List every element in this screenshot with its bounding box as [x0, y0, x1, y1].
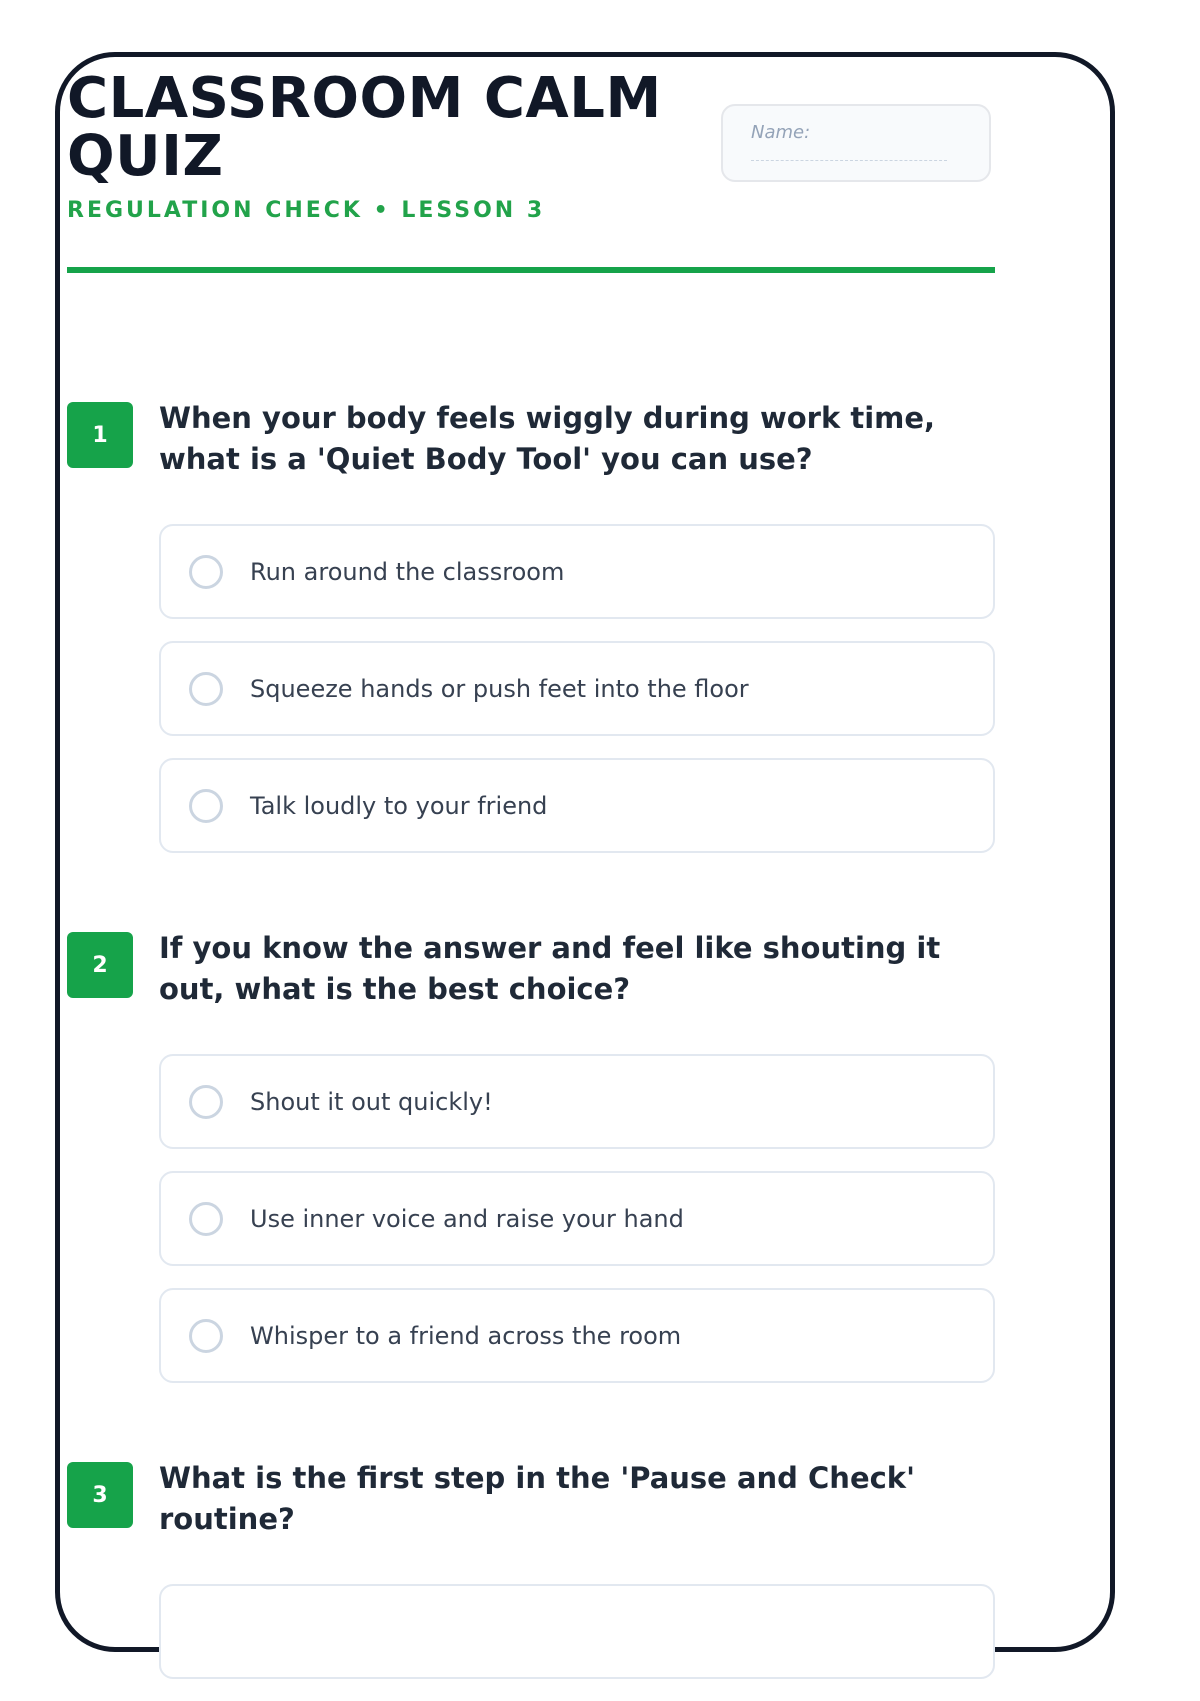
name-field[interactable] [721, 104, 991, 182]
question-text: What is the first step in the 'Pause and Check' routine? [159, 1461, 915, 1536]
question-text: If you know the answer and feel like shouting it out, what is the best choice? [159, 931, 941, 1006]
radio-button[interactable] [189, 1202, 223, 1236]
answer-option-label: Talk loudly to your friend [250, 791, 548, 820]
answer-option[interactable] [159, 1054, 995, 1149]
answer-option[interactable] [159, 1288, 995, 1383]
answer-options [159, 1054, 995, 1405]
name-field-underline [751, 160, 947, 161]
answer-option[interactable] [159, 758, 995, 853]
answer-option-label: Run around the classroom [250, 557, 565, 586]
name-field-label: Name: [751, 122, 811, 143]
question-number-badge: 3 [67, 1462, 133, 1528]
answer-option-label: Shout it out quickly! [250, 1087, 493, 1116]
question-text: When your body feels wiggly during work time, what is a 'Quiet Body Tool' you can use? [159, 401, 936, 476]
answer-option[interactable] [159, 1171, 995, 1266]
radio-button[interactable] [189, 555, 223, 589]
answer-option-label: Squeeze hands or push feet into the floor [250, 674, 749, 703]
answer-option-label: Whisper to a friend across the room [250, 1321, 682, 1350]
answer-options [159, 524, 995, 875]
answer-options [159, 1584, 995, 1701]
radio-button[interactable] [189, 789, 223, 823]
page-subtitle: REGULATION CHECK • LESSON 3 [67, 198, 546, 223]
radio-button[interactable] [189, 1085, 223, 1119]
answer-option[interactable] [159, 641, 995, 736]
answer-option-label: Use inner voice and raise your hand [250, 1204, 684, 1233]
radio-button[interactable] [189, 672, 223, 706]
question-number-badge: 2 [67, 932, 133, 998]
header-divider [67, 267, 995, 273]
page-title: CLASSROOM CALM QUIZ [67, 66, 662, 189]
question-number-badge: 1 [67, 402, 133, 468]
answer-option[interactable] [159, 1584, 995, 1679]
radio-button[interactable] [189, 1319, 223, 1353]
answer-option[interactable] [159, 524, 995, 619]
